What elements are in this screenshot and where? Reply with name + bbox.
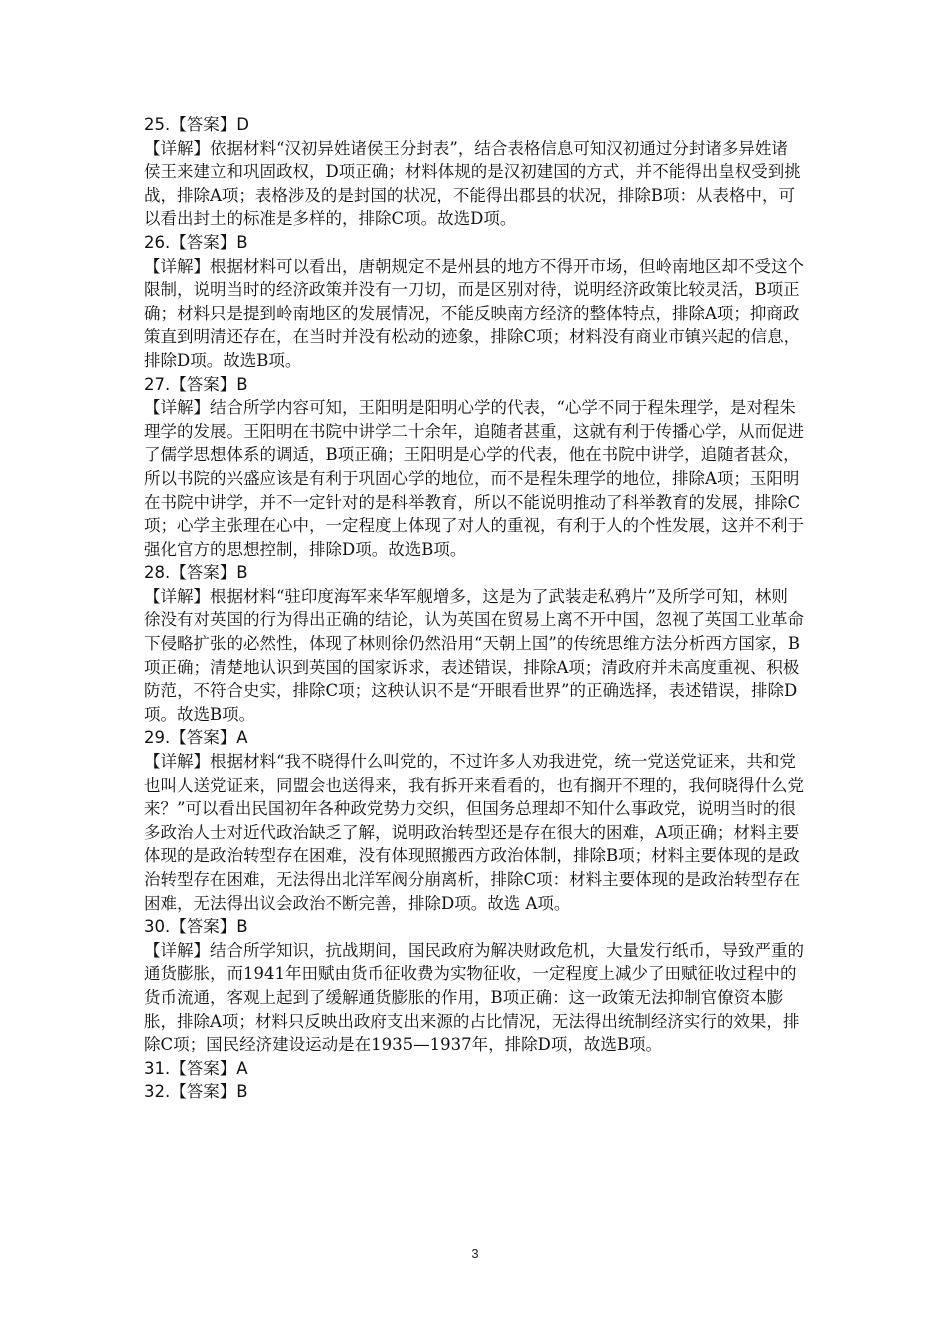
explanation-30: 【详解】结合所学知识，抗战期间，国民政府为解决财政危机，大量发行纸币，导致严重的通货膨胀，而1941年田赋由货币征收费为实物征收，一定程度上减少了田赋征收过程中的货币流通，客观上起到了缓解通货膨胀的作用，B项正确：这一政策无法抑制官僚资本膨胀，排除A项；材料只反映出政府支出来源的占比情况，无法得出统制经济实行的效果，排除C项；国民经济建设运动是在1935—1937年，排除D项，故选B项。 [144,940,804,1055]
answer-28: 28.【答案】B [144,563,248,583]
explanation-27: 【详解】结合所学内容可知，王阳明是阳明心学的代表，“心学不同于程朱理学，是对程朱理学的发展。王阳明在书院中讲学二十余年，追随者甚重，这就有利于传播心学，从而促进了儒学思想体系的调适，B项正确；王阳明是心学的代表，他在书院中讲学，追随者甚众，所以书院的兴盛应该是有利于巩固心学的地位，而不是程朱理学的地位，排除A项；玉阳明在书院中讲学，并不一定针对的是科举教育，所以不能说明推动了科举教育的发展，排除C项；心学主张理在心中，一定程度上体现了对人的重视，有利于人的个性发展，这并不利于强化官方的思想控制，排除D项。故选B项。 [144,398,804,559]
page-number: 3 [471,1246,479,1261]
answer-30: 30.【答案】B [144,917,248,937]
explanation-26: 【详解】根据材料可以看出，唐朝规定不是州县的地方不得开市场，但岭南地区却不受这个限制，说明当时的经济政策并没有一刀切，而是区别对待，说明经济政策比较灵活，B项正确；材料只是提到岭南地区的发展情况，不能反映南方经济的整体特点，排除A项；抑商政策直到明清还存在，在当时并没有松动的迹象，排除C项；材料没有商业市镇兴起的信息，排除D项。故选B项。 [144,256,804,370]
answer-25: 25.【答案】D [144,115,249,134]
answer-27: 27.【答案】B [144,374,248,394]
answer-explanations [144,113,804,1104]
answer-29: 29.【答案】A [144,728,248,748]
explanation-25: 【详解】依据材料“汉初异姓诸侯王分封表”，结合表格信息可知汉初通过分封诸多异姓诸侯王来建立和巩固政权，D项正确；材料体规的是汉初建国的方式，并不能得出皇权受到挑战，排除A项；表格涉及的是封国的状况，不能得出郡县的状况，排除B项：从表格中，可以看出封土的标准是多样的，排除C项。故选D项。 [144,138,801,229]
explanation-29: 【详解】根据材料“我不晓得什么叫党的，不过许多人劝我进党，统一党送党证来，共和党也叫人送党证来，同盟会也送得来，我有拆开来看看的，也有搁开不理的，我何晓得什么党来？”可以看出民国初年各种政党势力交织，但国务总理却不知什么事政党，说明当时的很多政治人士对近代政治缺乏了解，说明政治转型还是存在很大的困难，A项正确；材料主要体现的是政治转型存在困难，没有体现照搬西方政治体制，排除B项；材料主要体现的是政治转型存在困难，无法得出北洋军阀分崩离析，排除C项：材料主要体现的是政治转型存在困难，无法得出议会政治不断完善，排除D项。故选 A项。 [144,752,804,913]
answer-26: 26.【答案】B [144,232,248,252]
answer-31: 31.【答案】A [144,1058,248,1078]
answer-32: 32.【答案】B [144,1082,248,1102]
explanation-28: 【详解】根据材料“驻印度海军来华军舰增多，这是为了武装走私鸦片”及所学可知，林则徐没有对英国的行为得出正确的结论，认为英国在贸易上离不开中国，忽视了英国工业革命下侵略扩张的必然性，体现了林则徐仍然沿用“天朝上国”的传统思维方法分析西方国家，B项正确；清楚地认识到英国的国家诉求，表述错误，排除A项；清政府并未高度重视、积极防范，不符合史实，排除C项；这秧认识不是“开眼看世界”的正确选择，表述错误，排除D项。故选B项。 [144,586,804,724]
